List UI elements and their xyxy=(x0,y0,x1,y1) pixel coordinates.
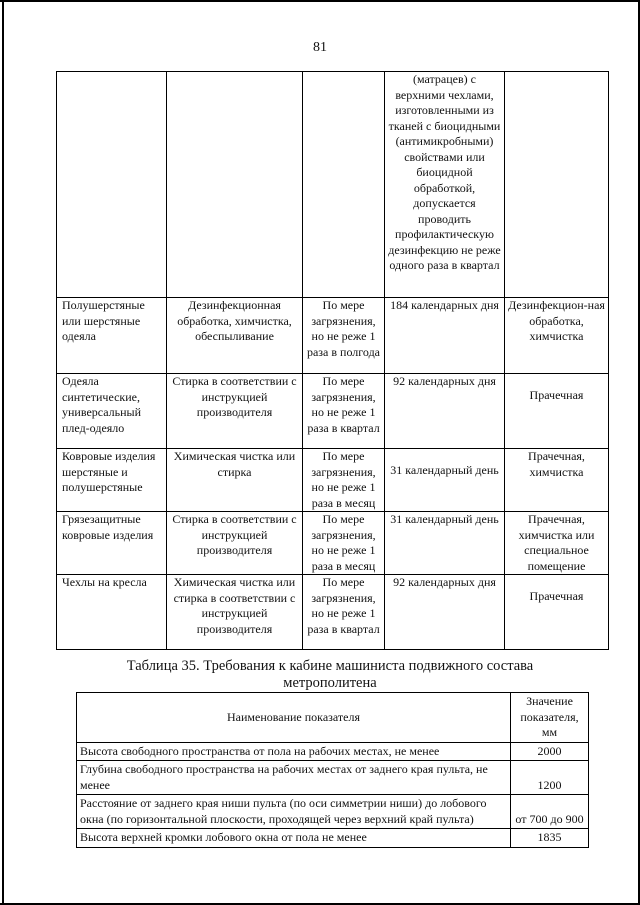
table-cell: По мере загрязнения, но не реже 1 раза в месяц xyxy=(303,449,385,512)
indicator-name: Расстояние от заднего края ниши пульта (по оси симметрии ниши) до лобового окна (по горизонтальной плоскости, проходящей через верхний край пульта) xyxy=(77,795,511,829)
table-row xyxy=(77,742,589,761)
table-row xyxy=(77,829,589,848)
table-cell: 31 календарный день xyxy=(385,512,505,575)
table-cell: Дезинфекционная обработка, химчистка, обеспыливание xyxy=(167,298,303,374)
table-row xyxy=(57,374,609,449)
table-cell: Химическая чистка или стирка в соответствии с инструкцией производителя xyxy=(167,575,303,650)
table-cell: По мере загрязнения, но не реже 1 раза в полгода xyxy=(303,298,385,374)
table-cell: Прачечная, химчистка или специальное помещение xyxy=(505,512,609,575)
table-cell: Прачечная, химчистка xyxy=(505,449,609,512)
table-row xyxy=(77,795,589,829)
indicator-name: Высота верхней кромки лобового окна от пола не менее xyxy=(77,829,511,848)
page-number: 81 xyxy=(313,40,327,55)
indicator-value: от 700 до 900 xyxy=(511,795,589,829)
table-cell xyxy=(505,72,609,298)
table-row xyxy=(57,72,609,298)
indicator-value: 2000 xyxy=(511,742,589,761)
scan-border-left xyxy=(2,0,4,905)
table-row xyxy=(57,575,609,650)
scan-border-top xyxy=(0,0,640,2)
table-35-title: Таблица 35. Требования к кабине машиниста подвижного состава метрополитена xyxy=(126,658,534,691)
table-cell xyxy=(57,72,167,298)
table-cell: 92 календарных дня xyxy=(385,575,505,650)
table-cell: 31 календарный день xyxy=(385,449,505,512)
table-cell: Одеяла синтетические, универсальный плед-одеяло xyxy=(57,374,167,449)
header-cell-indicator-name: Наименование показателя xyxy=(77,693,511,743)
linen-processing-table xyxy=(56,71,609,650)
table-header-row xyxy=(77,693,589,743)
table-row xyxy=(57,512,609,575)
table-cell: Грязезащитные ковровые изделия xyxy=(57,512,167,575)
table-cell: Чехлы на кресла xyxy=(57,575,167,650)
table-cell: Химическая чистка или стирка xyxy=(167,449,303,512)
indicator-name: Высота свободного пространства от пола на рабочих местах, не менее xyxy=(77,742,511,761)
table-cell: Стирка в соответствии с инструкцией производителя xyxy=(167,374,303,449)
table-cell xyxy=(303,72,385,298)
table-cell: Прачечная xyxy=(505,575,609,650)
table-cell: Дезинфекцион-ная обработка, химчистка xyxy=(505,298,609,374)
table-cell: Стирка в соответствии с инструкцией производителя xyxy=(167,512,303,575)
table-cell: 184 календарных дня xyxy=(385,298,505,374)
table-row xyxy=(77,761,589,795)
table-cell: Прачечная xyxy=(505,374,609,449)
table-cell: Ковровые изделия шерстяные и полушерстяные xyxy=(57,449,167,512)
header-cell-indicator-value: Значение показателя, мм xyxy=(511,693,589,743)
table-cell: По мере загрязнения, но не реже 1 раза в квартал xyxy=(303,374,385,449)
indicator-value: 1835 xyxy=(511,829,589,848)
driver-cab-requirements-table xyxy=(76,692,589,848)
table-row xyxy=(57,449,609,512)
table-cell: (матрацев) с верхними чехлами, изготовленными из тканей с биоцидными (антимикробными) свойствами или биоцидной обработкой, допускается проводить профилактическую дезинфекцию не реже одного раза в квартал xyxy=(385,72,505,298)
indicator-name: Глубина свободного пространства на рабочих местах от заднего края пульта, не менее xyxy=(77,761,511,795)
table-cell xyxy=(167,72,303,298)
table-row xyxy=(57,298,609,374)
table-cell: Полушерстяные или шерстяные одеяла xyxy=(57,298,167,374)
table-cell: 92 календарных дня xyxy=(385,374,505,449)
table-cell: По мере загрязнения, но не реже 1 раза в квартал xyxy=(303,575,385,650)
table-cell: По мере загрязнения, но не реже 1 раза в месяц xyxy=(303,512,385,575)
indicator-value: 1200 xyxy=(511,761,589,795)
